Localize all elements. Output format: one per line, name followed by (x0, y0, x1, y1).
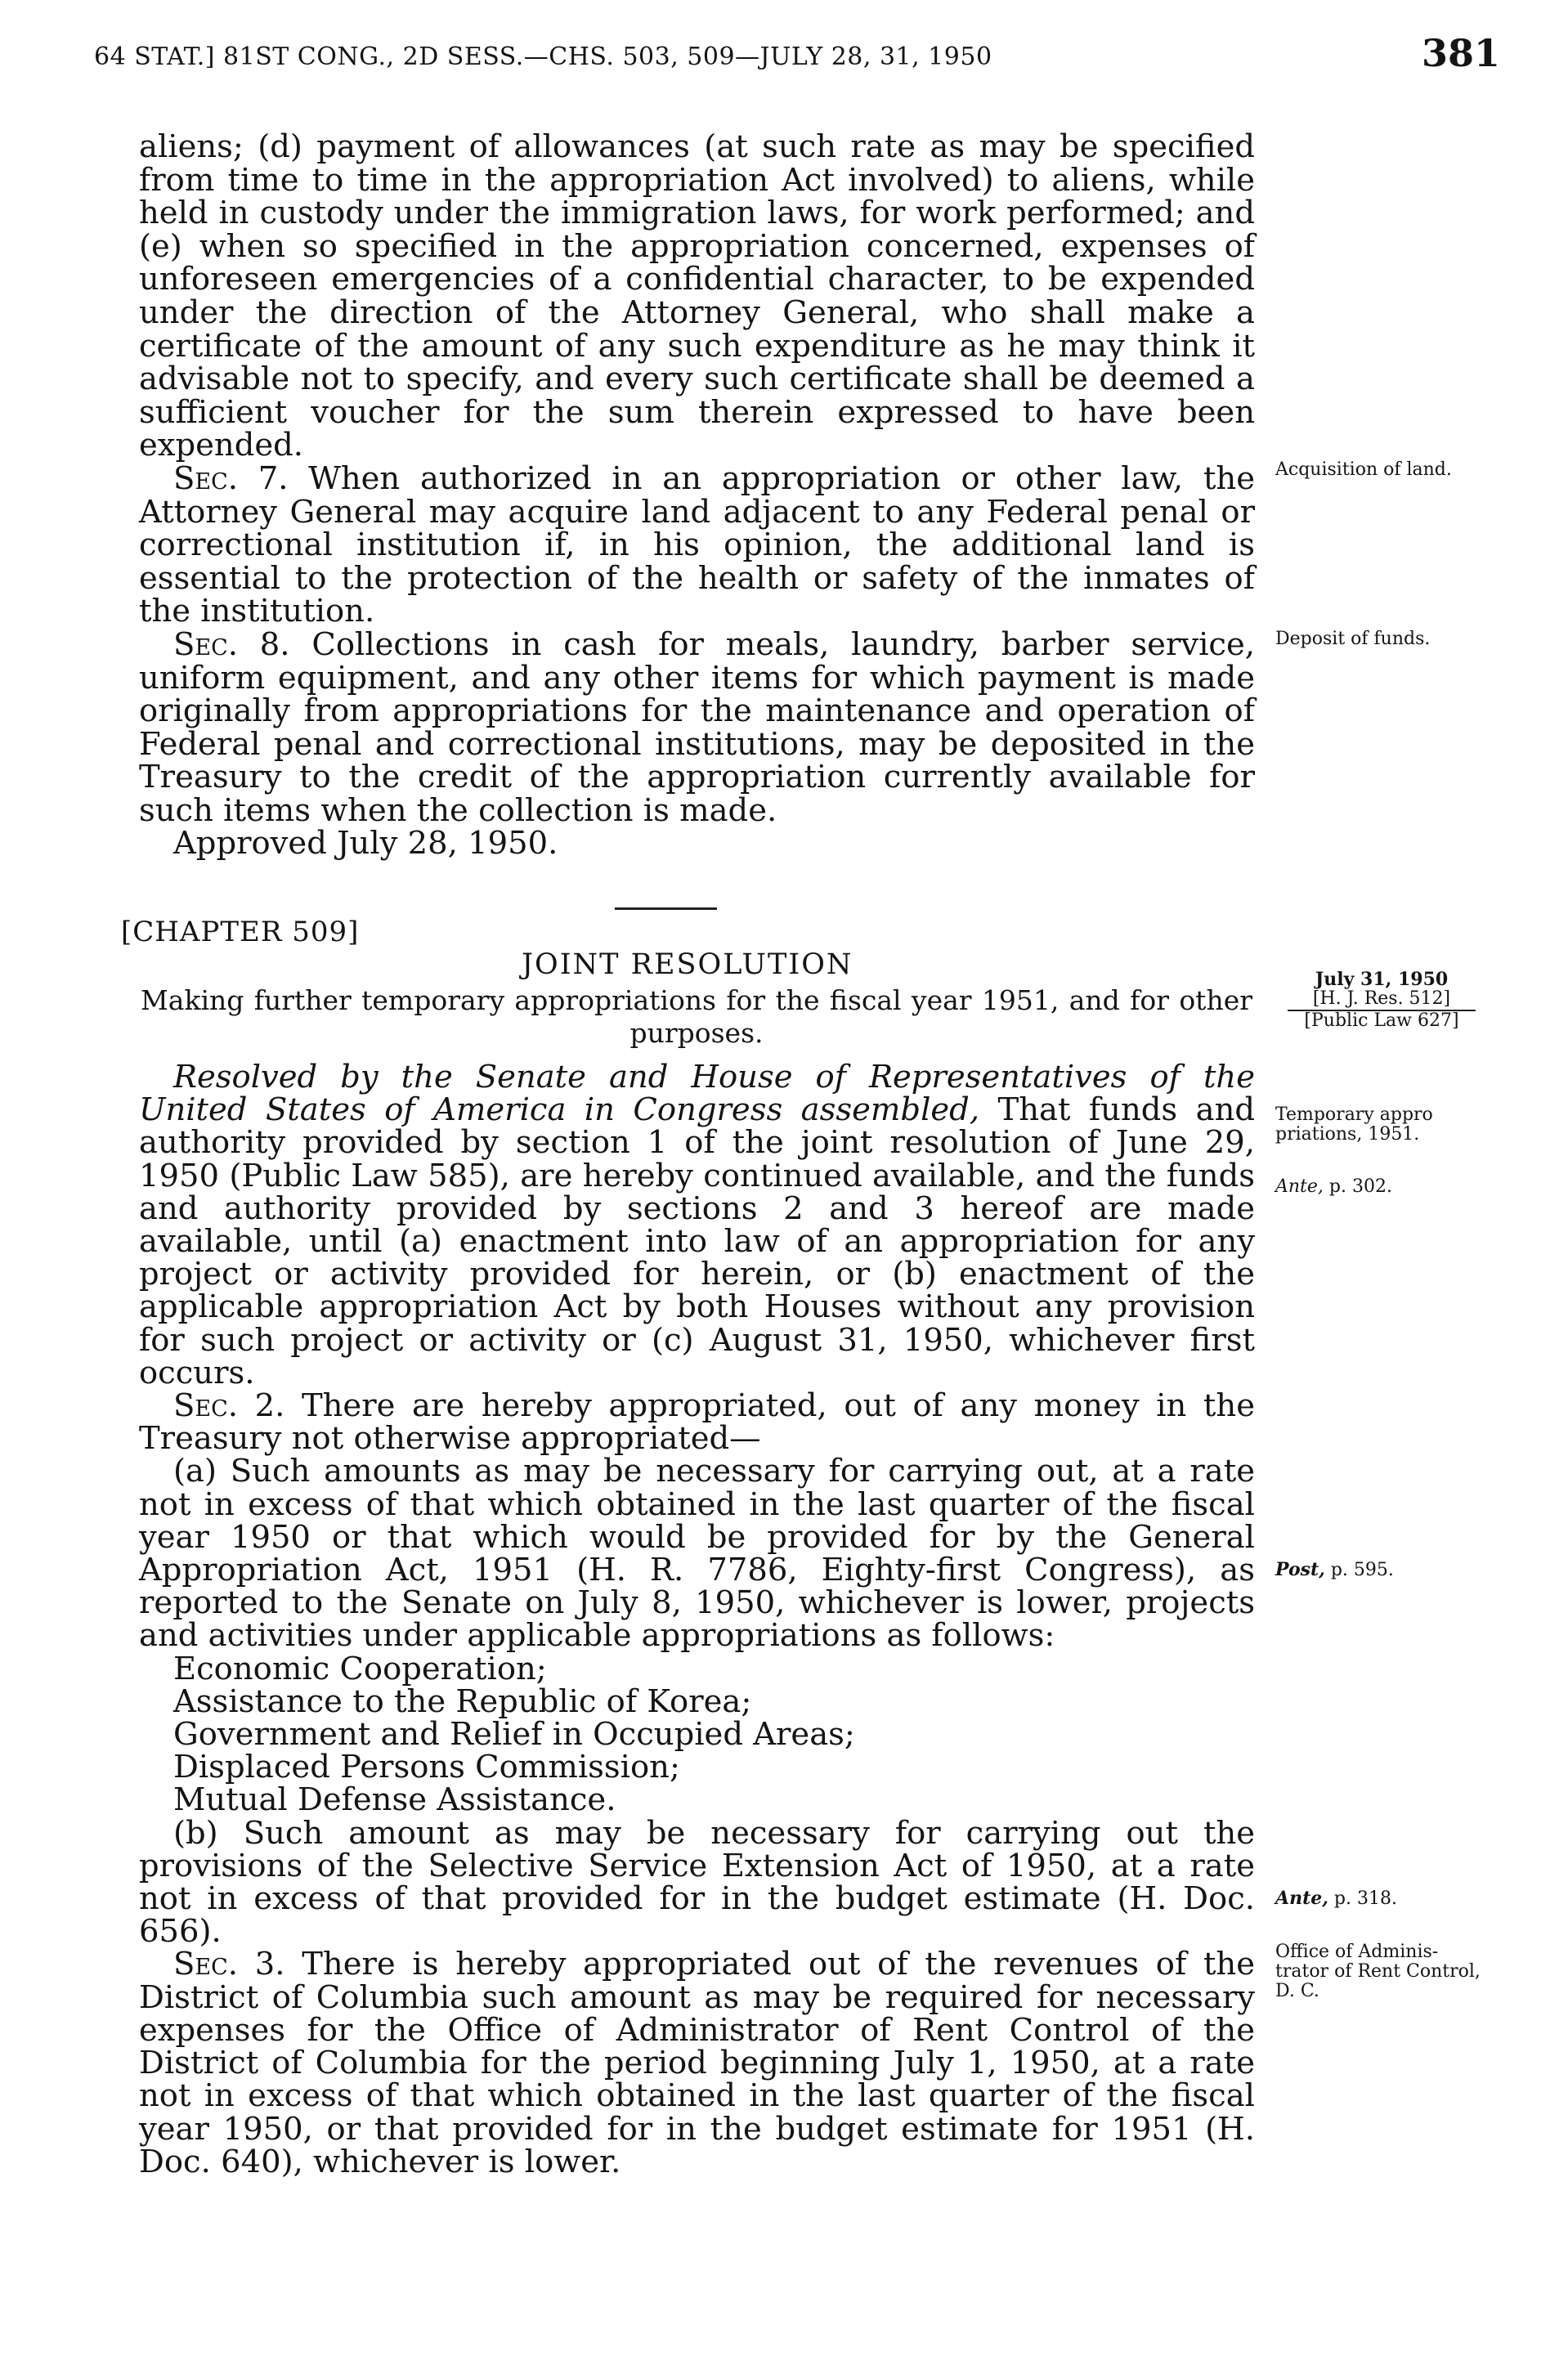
enacting-clause: Resolved by the Senate and House of Representatives of the United States of America in Congress assembled, (139, 1059, 1255, 1129)
public-law-number: [Public Law 627] (1304, 1010, 1459, 1031)
margin-note-temporary-line-1: Temporary appro (1275, 1104, 1433, 1125)
section-2 (139, 1387, 1255, 1458)
running-head: 64 STAT.] 81ST CONG., 2D SESS.—CHS. 503, 509—JULY 28, 31, 1950 (94, 43, 992, 71)
list-item: Government and Relief in Occupied Areas; (173, 1716, 855, 1754)
section-7-text: When authorized in an appropriation or other law, the Attorney General may acquire land adjacent to any Federal penal or correctional institution if, in his opinion, the additional land is essential to the protection of the health or safety of the inmates of the institution. (139, 459, 1255, 630)
resolution-purpose (141, 984, 1252, 1050)
post-page: p. 595. (1330, 1560, 1394, 1580)
section-3 (139, 1948, 1255, 2178)
margin-note-temporary (1275, 1105, 1433, 1145)
section-2a: (a) Such amounts as may be necessary for carrying out, at a rate not in excess of that which obtained in the last quarter of the fiscal year 1950 or that which would be provided for by the General Appropriation Act, 1951 (H. R. 7786, Eighty-first Congress), as reported to the Senate on July 8, 1950, whichever is lower, projects and activities under applicable appropriations as follows: (139, 1453, 1255, 1655)
ante-page: p. 318. (1333, 1888, 1397, 1909)
ante-page: p. 302. (1328, 1176, 1392, 1197)
margin-note-office-line-1: Office of Adminis- (1275, 1942, 1439, 1962)
page-header (94, 31, 1500, 96)
margin-note-ante-318 (1275, 1888, 1397, 1909)
list-item: Economic Cooperation; (173, 1650, 547, 1687)
list-item: Mutual Defense Assistance. (173, 1781, 616, 1819)
section-7-label: Sec. 7. (173, 459, 289, 497)
section-3-text: There is hereby appropriated out of the revenues of the District of Columbia such amount as may be required for necessary expenses for the Office of Administrator of Rent Control of the District of Columbia for the period beginning July 1, 1950, at a rate not in excess of that which obtained in the last quarter of the fiscal year 1950, or that provided for in the budget estimate for 1951 (H. Doc. 640), whichever is lower. (139, 1946, 1255, 2180)
post-label: Post, (1275, 1559, 1325, 1580)
page-number: 381 (1421, 31, 1500, 75)
section-3-label: Sec. 3. (173, 1946, 285, 1983)
section-8-label: Sec. 8. (173, 625, 290, 663)
section-divider-rule (615, 907, 717, 910)
chapter-label: [CHAPTER 509] (121, 916, 360, 948)
section-8 (139, 625, 1256, 829)
margin-note-office-line-3: D. C. (1275, 1981, 1319, 2001)
margin-note-acquisition: Acquisition of land. (1275, 459, 1452, 480)
margin-note-deposit: Deposit of funds. (1275, 629, 1431, 649)
paragraph-aliens: aliens; (d) payment of allowances (at such rate as may be specified from time to time in the appropriation Act involved) to aliens, while held in custody under the immigration laws, for work performed; and (e) when so specified in the appropriation concerned, expenses of unforeseen emergencies of a confidential character, to be expended under the direction of the Attorney General, who shall make a certificate of the amount of any such expenditure as he may think it advisable not to specify, and every such certificate shall be deemed a sufficient voucher for the sum therein expressed to have been expended. (139, 128, 1255, 464)
margin-note-post-595 (1275, 1560, 1394, 1580)
margin-note-ante-302 (1275, 1177, 1392, 1197)
enactment-date: July 31, 1950 (1315, 969, 1449, 990)
ante-label: Ante, (1275, 1176, 1324, 1197)
approved-line: Approved July 28, 1950. (173, 825, 558, 862)
margin-note-office-line-2: trator of Rent Control, (1275, 1961, 1481, 1982)
section-2b: (b) Such amount as may be necessary for carrying out the provisions of the Selective Service Extension Act of 1950, at a rate not in excess of that provided for in the budget estimate (H. Doc. 656). (139, 1814, 1255, 1951)
purpose-line-2: purposes. (629, 1017, 764, 1049)
joint-resolution-title: JOINT RESOLUTION (522, 948, 853, 981)
section-2-label: Sec. 2. (173, 1387, 285, 1425)
list-item: Assistance to the Republic of Korea; (173, 1682, 752, 1720)
section-8-text: Collections in cash for meals, laundry, barber service, uniform equipment, and any other items for which payment is made originally from appropriations for the maintenance and operation of Federal penal and correctional institutions, may be deposited in the Treasury to the credit of the appropriation currently available for such items when the collection is made. (139, 625, 1256, 829)
margin-note-office-rent-control (1275, 1942, 1481, 2001)
ante-label: Ante, (1275, 1888, 1328, 1909)
resolution-paragraph-1-text: That funds and authority provided by section 1 of the joint resolution of June 29, 1950 (Public Law 585), are hereby continued available, and the funds and authority provided by sections 2 and 3 hereof are made available, until (a) enactment into law of an appropriation for any project or activity provided for herein, or (b) enactment of the applicable appropriation Act by both Houses without any provision for such project or activity or (c) August 31, 1950, whichever first occurs. (139, 1091, 1256, 1391)
enactment-info (1284, 970, 1480, 1031)
section-7 (139, 459, 1255, 630)
chapter-503-continuation (139, 128, 1256, 862)
resolution-paragraph-1 (139, 1061, 1255, 1390)
joint-resolution-body (139, 1061, 1255, 2179)
list-item: Displaced Persons Commission; (173, 1749, 680, 1786)
hj-res-number: [H. J. Res. 512] (1288, 989, 1476, 1011)
section-2-text: There are hereby appropriated, out of any money in the Treasury not otherwise appropriated— (139, 1387, 1255, 1458)
purpose-line-1: Making further temporary appropriations for the fiscal year 1951, and for other (141, 984, 1252, 1016)
margin-note-temporary-line-2: priations, 1951. (1275, 1124, 1420, 1145)
